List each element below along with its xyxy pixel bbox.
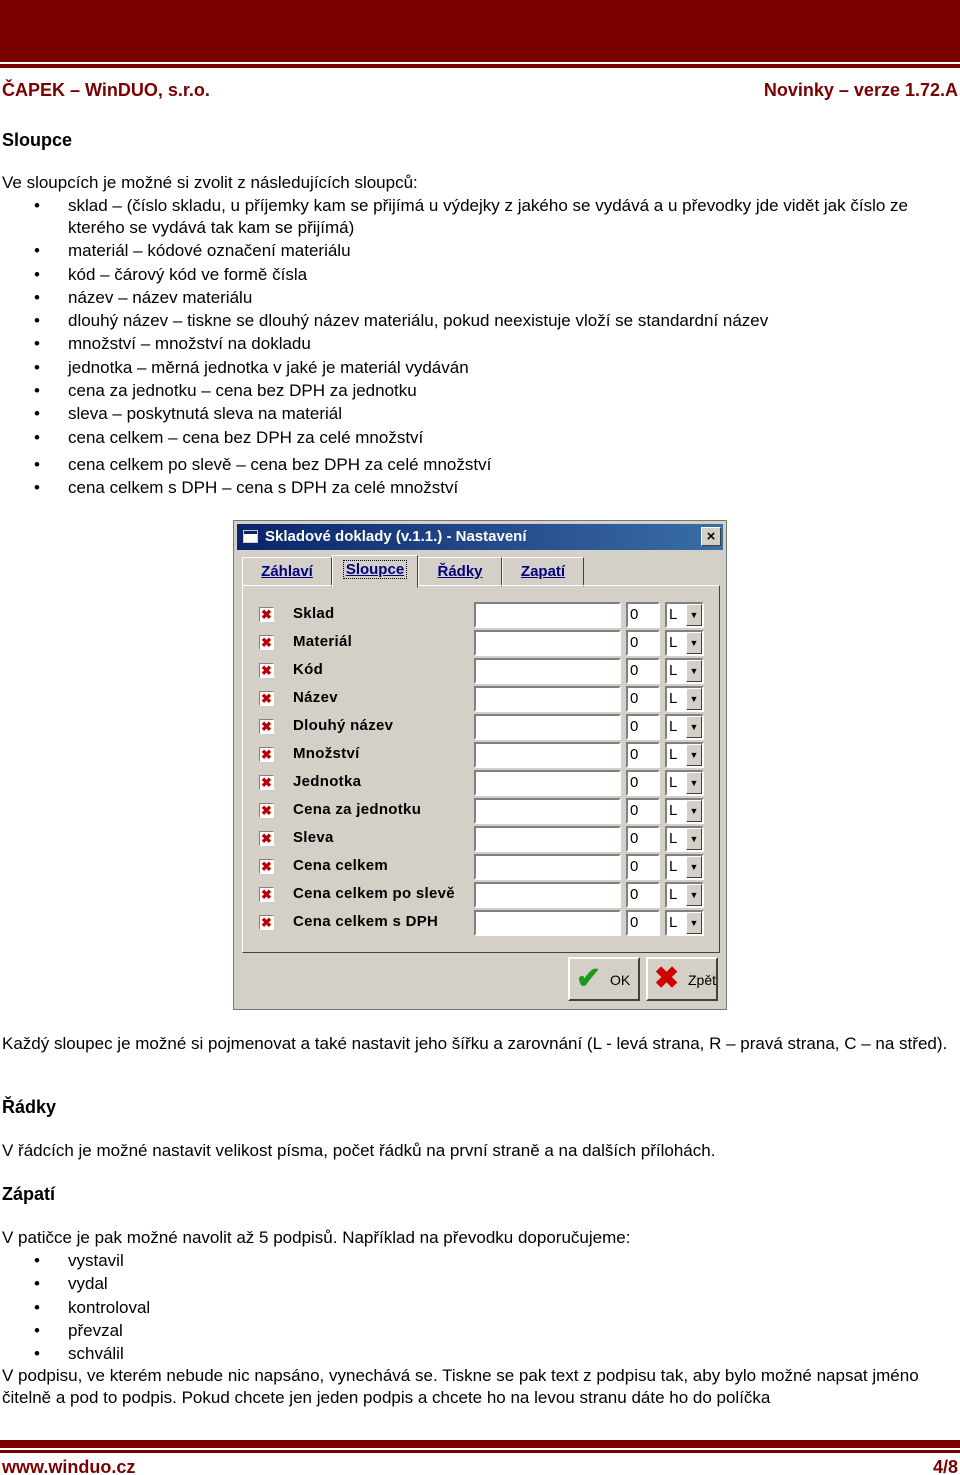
column-align-select[interactable]	[665, 658, 704, 684]
dropdown-arrow-icon[interactable]: ▼	[686, 632, 702, 654]
list-item: • kontroloval	[0, 1297, 950, 1319]
column-checkbox[interactable]: ✖	[259, 859, 274, 874]
dropdown-arrow-icon[interactable]: ▼	[686, 800, 702, 822]
column-label: Sleva	[293, 829, 334, 846]
zapati-outro: V podpisu, ve kterém nebude nic napsáno, vynechává se. Tiskne se pak text z podpisu tak, aby bylo možné napsat jméno čitelně a pod to podpis. Pokud chcete jen jeden podpis a chcete ho na levou stranu dáte ho do políčka	[2, 1366, 919, 1407]
column-label: Množství	[293, 745, 360, 762]
dropdown-arrow-icon[interactable]: ▼	[686, 772, 702, 794]
align-value: L	[669, 746, 678, 763]
align-value: L	[669, 802, 678, 819]
column-name-input[interactable]	[474, 770, 621, 796]
align-value: L	[669, 690, 678, 707]
dropdown-arrow-icon[interactable]: ▼	[686, 744, 702, 766]
column-align-select[interactable]	[665, 630, 704, 656]
column-checkbox[interactable]: ✖	[259, 719, 274, 734]
align-value: L	[669, 830, 678, 847]
column-name-input[interactable]	[474, 686, 621, 712]
tab-radky[interactable]	[418, 557, 502, 587]
column-row	[243, 909, 721, 937]
column-name-input[interactable]	[474, 854, 621, 880]
column-width-input[interactable]: 0	[626, 602, 660, 628]
column-align-select[interactable]	[665, 826, 704, 852]
sloupce-list	[0, 195, 950, 500]
tab-label: Zapatí	[520, 563, 566, 580]
column-align-select[interactable]	[665, 910, 704, 936]
column-name-input[interactable]	[474, 742, 621, 768]
column-width-input[interactable]: 0	[626, 798, 660, 824]
list-item: • kód – čárový kód ve formě čísla	[0, 264, 950, 286]
heading-zapati: Zápatí	[2, 1184, 56, 1204]
column-row	[243, 825, 721, 853]
align-value: L	[669, 718, 678, 735]
header-band	[0, 0, 960, 62]
window-icon	[243, 530, 258, 543]
header-company: ČAPEK – WinDUO, s.r.o.	[2, 80, 210, 100]
align-value: L	[669, 774, 678, 791]
list-item: • cena za jednotku – cena bez DPH za jednotku	[0, 380, 950, 402]
column-align-select[interactable]	[665, 602, 704, 628]
zapati-list	[0, 1250, 950, 1366]
ok-button[interactable]	[568, 957, 640, 1001]
close-button[interactable]: ×	[701, 527, 721, 546]
column-row	[243, 853, 721, 881]
column-checkbox[interactable]: ✖	[259, 915, 274, 930]
column-name-input[interactable]	[474, 658, 621, 684]
dropdown-arrow-icon[interactable]: ▼	[686, 884, 702, 906]
column-checkbox[interactable]: ✖	[259, 635, 274, 650]
column-align-select[interactable]	[665, 770, 704, 796]
footer-website[interactable]: www.winduo.cz	[2, 1457, 136, 1475]
tab-label: Sloupce	[343, 560, 407, 579]
footer-band	[0, 1440, 960, 1448]
column-width-input[interactable]: 0	[626, 826, 660, 852]
list-item: • sklad – (číslo skladu, u příjemky kam se přijímá u výdejky z jakého se vydává a u převodky jde vidět jak číslo ze kterého se vydává tak kam se přijímá)	[0, 195, 950, 239]
columns-panel	[242, 585, 720, 953]
column-align-select[interactable]	[665, 882, 704, 908]
tab-label: Řádky	[437, 563, 483, 580]
settings-dialog	[233, 520, 727, 1010]
column-name-input[interactable]	[474, 826, 621, 852]
column-row	[243, 881, 721, 909]
column-row	[243, 713, 721, 741]
column-row	[243, 657, 721, 685]
dropdown-arrow-icon[interactable]: ▼	[686, 856, 702, 878]
dialog-title-bar	[237, 524, 723, 550]
column-width-input[interactable]: 0	[626, 742, 660, 768]
column-checkbox[interactable]: ✖	[259, 831, 274, 846]
list-item: • cena celkem s DPH – cena s DPH za celé množství	[0, 477, 950, 499]
list-item: • sleva – poskytnutá sleva na materiál	[0, 403, 950, 425]
radky-text: V řádcích je možné nastavit velikost písma, počet řádků na první straně a na dalších přílohách.	[2, 1141, 716, 1160]
align-value: L	[669, 606, 678, 623]
zapati-intro: V patičce je pak možné navolit až 5 podpisů. Například na převodku doporučujeme:	[2, 1228, 631, 1247]
list-item: • množství – množství na dokladu	[0, 333, 950, 355]
column-label: Cena za jednotku	[293, 801, 422, 818]
column-width-input[interactable]: 0	[626, 770, 660, 796]
column-label: Cena celkem	[293, 857, 389, 874]
column-width-input[interactable]: 0	[626, 630, 660, 656]
column-label: Materiál	[293, 633, 353, 650]
list-item: • převzal	[0, 1320, 950, 1342]
column-width-input[interactable]: 0	[626, 854, 660, 880]
list-item: • vystavil	[0, 1250, 950, 1272]
column-name-input[interactable]	[474, 602, 621, 628]
column-checkbox[interactable]: ✖	[259, 775, 274, 790]
column-align-select[interactable]	[665, 798, 704, 824]
dropdown-arrow-icon[interactable]: ▼	[686, 716, 702, 738]
column-align-select[interactable]	[665, 854, 704, 880]
header-version: Novinky – verze 1.72.A	[763, 80, 958, 100]
list-item: • vydal	[0, 1273, 950, 1295]
align-value: L	[669, 886, 678, 903]
column-width-input[interactable]: 0	[626, 882, 660, 908]
column-checkbox[interactable]: ✖	[259, 663, 274, 678]
list-item: • cena celkem po slevě – cena bez DPH za celé množství	[0, 454, 950, 476]
column-label: Cena celkem po slevě	[293, 885, 455, 902]
column-checkbox[interactable]: ✖	[259, 887, 274, 902]
tab-sloupce[interactable]	[332, 555, 418, 588]
column-label: Cena celkem s DPH	[293, 913, 439, 930]
ok-label: OK	[610, 972, 631, 988]
column-row	[243, 741, 721, 769]
header-stripe	[0, 64, 960, 68]
column-name-input[interactable]	[474, 714, 621, 740]
list-item: • cena celkem – cena bez DPH za celé množství	[0, 427, 950, 449]
column-label: Dlouhý název	[293, 717, 394, 734]
footer-stripe	[0, 1450, 960, 1453]
column-row	[243, 685, 721, 713]
column-align-select[interactable]	[665, 742, 704, 768]
column-name-input[interactable]	[474, 798, 621, 824]
dropdown-arrow-icon[interactable]: ▼	[686, 660, 702, 682]
column-width-input[interactable]: 0	[626, 714, 660, 740]
column-align-select[interactable]	[665, 686, 704, 712]
column-checkbox[interactable]: ✖	[259, 691, 274, 706]
dropdown-arrow-icon[interactable]: ▼	[686, 688, 702, 710]
column-width-input[interactable]: 0	[626, 658, 660, 684]
cancel-button[interactable]	[646, 957, 718, 1001]
after-dialog-text: Každý sloupec je možné si pojmenovat a také nastavit jeho šířku a zarovnání (L - levá strana, R – pravá strana, C – na střed).	[2, 1034, 948, 1053]
dropdown-arrow-icon[interactable]: ▼	[686, 604, 702, 626]
cancel-label: Zpět	[688, 972, 717, 988]
column-checkbox[interactable]: ✖	[259, 607, 274, 622]
column-name-input[interactable]	[474, 882, 621, 908]
tab-label: Záhlaví	[261, 563, 313, 580]
column-label: Jednotka	[293, 773, 362, 790]
column-row	[243, 797, 721, 825]
column-row	[243, 769, 721, 797]
checkmark-icon: ✔	[576, 962, 602, 995]
column-checkbox[interactable]: ✖	[259, 747, 274, 762]
list-item: • schválil	[0, 1343, 950, 1365]
list-item: • jednotka – měrná jednotka v jaké je materiál vydáván	[0, 357, 950, 379]
align-value: L	[669, 662, 678, 679]
heading-radky: Řádky	[2, 1097, 57, 1117]
cross-icon: ✖	[654, 962, 680, 995]
column-name-input[interactable]	[474, 910, 621, 936]
column-label: Název	[293, 689, 338, 706]
list-item: • název – název materiálu	[0, 287, 950, 309]
column-label: Sklad	[293, 605, 335, 622]
column-row	[243, 601, 721, 629]
dropdown-arrow-icon[interactable]: ▼	[686, 828, 702, 850]
column-checkbox[interactable]: ✖	[259, 803, 274, 818]
align-value: L	[669, 858, 678, 875]
column-width-input[interactable]: 0	[626, 686, 660, 712]
list-item: • materiál – kódové označení materiálu	[0, 240, 950, 262]
page-number: 4/8	[932, 1457, 958, 1475]
heading-sloupce: Sloupce	[2, 130, 73, 150]
align-value: L	[669, 634, 678, 651]
column-row	[243, 629, 721, 657]
align-value: L	[669, 914, 678, 931]
column-align-select[interactable]	[665, 714, 704, 740]
tab-zapati[interactable]	[502, 557, 584, 587]
list-item: • dlouhý název – tiskne se dlouhý název materiálu, pokud neexistuje vloží se standardní název	[0, 310, 950, 332]
sloupce-intro: Ve sloupcích je možné si zvolit z následujících sloupců:	[2, 173, 418, 192]
tab-zahlavi[interactable]	[242, 557, 332, 587]
column-name-input[interactable]	[474, 630, 621, 656]
dialog-title: Skladové doklady (v.1.1.) - Nastavení	[265, 528, 527, 545]
column-width-input[interactable]: 0	[626, 910, 660, 936]
column-label: Kód	[293, 661, 324, 678]
dropdown-arrow-icon[interactable]: ▼	[686, 912, 702, 934]
